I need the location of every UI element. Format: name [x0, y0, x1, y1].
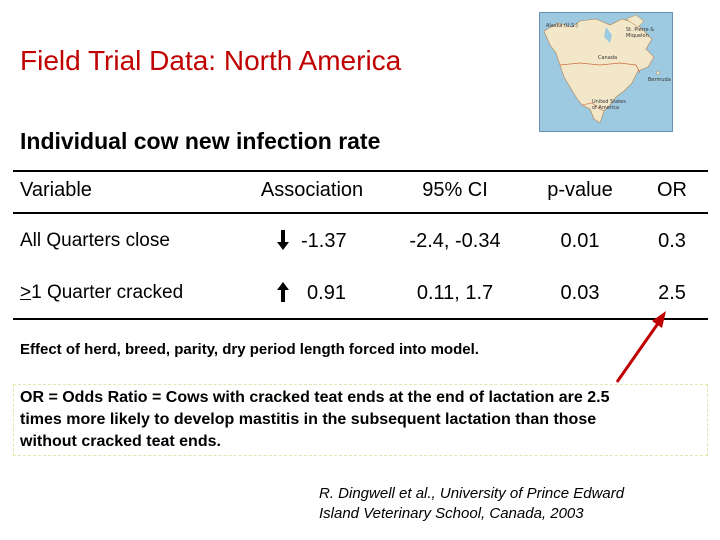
slide-subtitle: Individual cow new infection rate [20, 128, 381, 154]
slide-title: Field Trial Data: North America [20, 45, 402, 76]
row1-association [276, 230, 347, 253]
definition-line-3: without cracked teat ends. [20, 433, 221, 450]
header-p-value: p-value [547, 179, 613, 201]
map-label-united-states: United States of America [592, 99, 626, 111]
down-arrow-icon [276, 231, 295, 251]
map-label-st-pierre: St. Pierre & Miquelon [626, 27, 655, 39]
row2-association [276, 282, 346, 305]
row1-ci: -2.4, -0.34 [409, 230, 501, 252]
header-association: Association [260, 179, 364, 201]
definition-line-2: times more likely to develop mastitis in the subsequent lactation than those [20, 411, 597, 428]
table-header-rule [13, 212, 708, 214]
row2-ci: 0.11, 1.7 [416, 282, 494, 304]
model-note: Effect of herd, breed, parity, dry period length forced into model. [20, 341, 479, 358]
north-america-map [539, 12, 673, 132]
row1-or: 0.3 [658, 230, 686, 252]
header-variable: Variable [20, 179, 92, 201]
header-ci: 95% CI [422, 179, 488, 201]
row2-p-value: 0.03 [560, 282, 600, 304]
row2-variable [20, 282, 183, 304]
row2-association-value: 0.91 [307, 282, 346, 304]
citation-line-2: Island Veterinary School, Canada, 2003 [319, 505, 584, 522]
header-or: OR [657, 179, 687, 201]
citation [319, 484, 624, 524]
row1-association-value: -1.37 [301, 230, 347, 252]
map-label-canada: Canada [598, 55, 618, 61]
map-label-bermuda: Bermuda [648, 77, 671, 83]
map-label-alaska: Alaska (U.S.) [546, 23, 578, 29]
table-bottom-rule [13, 318, 708, 320]
table-top-rule [13, 170, 708, 172]
citation-line-1: R. Dingwell et al., University of Prince Edward [319, 485, 625, 502]
up-arrow-icon [276, 283, 295, 303]
definition-line-1: OR = Odds Ratio = Cows with cracked teat ends at the end of lactation are 2.5 [20, 389, 610, 406]
row2-or: 2.5 [658, 282, 686, 304]
row1-p-value: 0.01 [560, 230, 600, 252]
row1-variable: All Quarters close [20, 230, 170, 251]
row2-variable-rest: 1 Quarter cracked [31, 282, 184, 303]
row2-variable-prefix: > [20, 282, 32, 303]
